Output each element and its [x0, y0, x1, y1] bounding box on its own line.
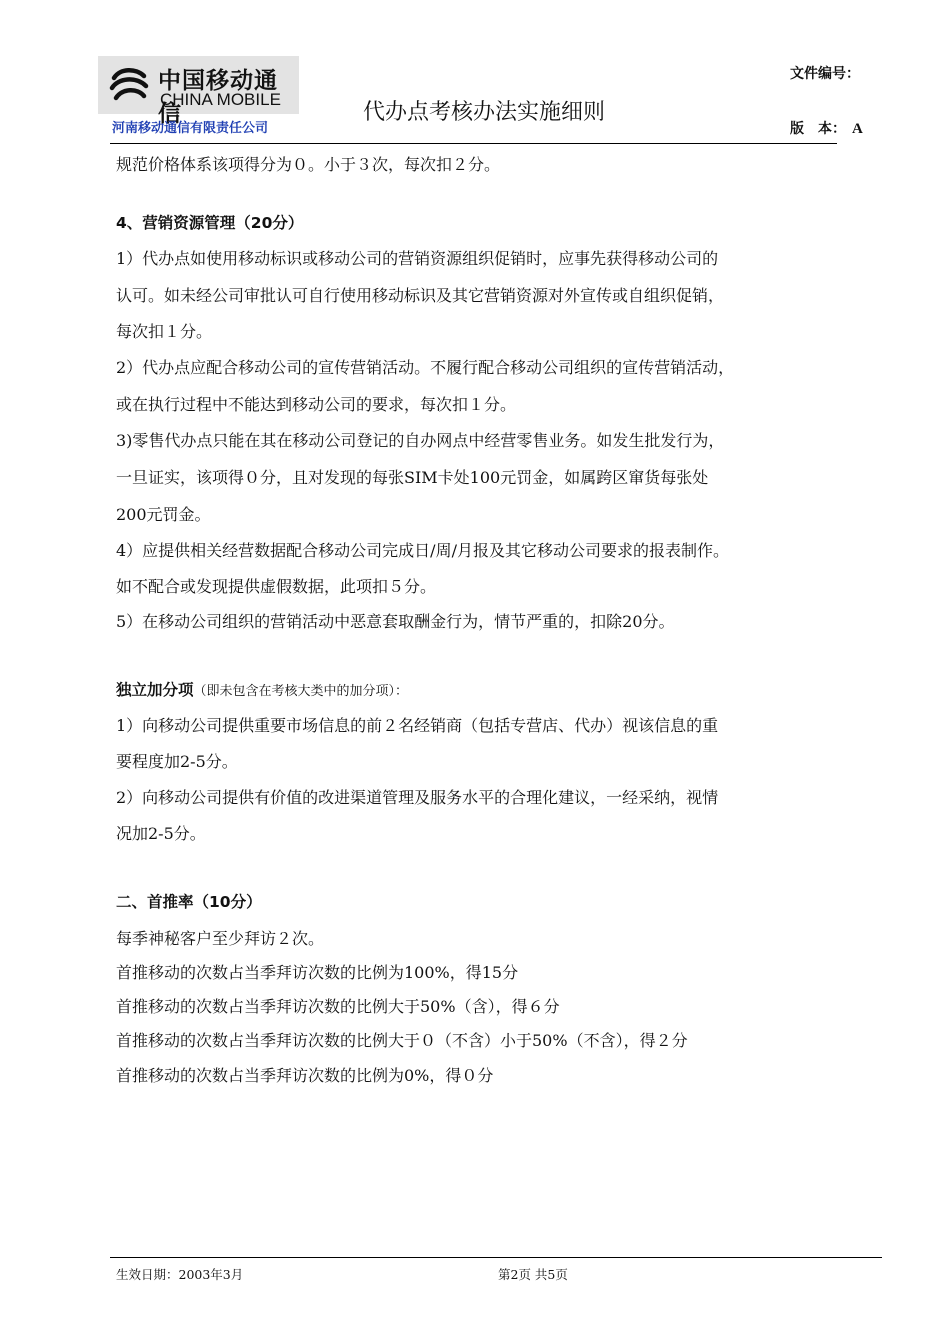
company-name: 河南移动通信有限责任公司 — [112, 121, 269, 136]
body-line: 1）代办点如使用移动标识或移动公司的营销资源组织促销时，应事先获得移动公司的 — [116, 249, 719, 268]
body-line: 1）向移动公司提供重要市场信息的前２名经销商（包括专营店、代办）视该信息的重 — [116, 716, 719, 735]
effective-date: 生效日期：2003年3月 — [116, 1267, 244, 1282]
body-line: 2）代办点应配合移动公司的宣传营销活动。不履行配合移动公司组织的宣传营销活动， — [116, 358, 735, 377]
body-line: 3)零售代办点只能在其在移动公司登记的自办网点中经营零售业务。如发生批发行为， — [116, 431, 725, 450]
version-field — [790, 118, 863, 138]
body-line: 认可。如未经公司审批认可自行使用移动标识及其它营销资源对外宣传或自组织促销， — [116, 286, 725, 305]
body-line: 况加2-5分。 — [116, 824, 206, 843]
section-heading — [116, 680, 408, 702]
body-line: 规范价格体系该项得分为０。小于３次，每次扣２分。 — [116, 155, 501, 174]
document-title: 代办点考核办法实施细则 — [363, 100, 606, 125]
version-value: A — [852, 121, 863, 137]
body-line: 首推移动的次数占当季拜访次数的比例大于50%（含），得６分 — [116, 997, 560, 1016]
body-line: 首推移动的次数占当季拜访次数的比例为100%，得15分 — [116, 963, 519, 982]
body-line: 首推移动的次数占当季拜访次数的比例为0%，得０分 — [116, 1066, 494, 1085]
body-line: 每次扣１分。 — [116, 322, 213, 341]
body-line: 每季神秘客户至少拜访２次。 — [116, 929, 325, 948]
china-mobile-logo-icon — [106, 62, 152, 108]
body-line: 如不配合或发现提供虚假数据，此项扣５分。 — [116, 577, 437, 596]
body-line: 2）向移动公司提供有价值的改进渠道管理及服务水平的合理化建议，一经采纳，视情 — [116, 788, 719, 807]
body-line: 要程度加2-5分。 — [116, 752, 238, 771]
section-heading: 二、首推率（10分） — [116, 893, 262, 911]
body-line: 首推移动的次数占当季拜访次数的比例大于０（不含）小于50%（不含），得２分 — [116, 1031, 688, 1050]
body-line: 5）在移动公司组织的营销活动中恶意套取酬金行为，情节严重的，扣除20分。 — [116, 612, 675, 631]
body-line: 200元罚金。 — [116, 505, 211, 524]
china-mobile-logo — [98, 56, 299, 127]
footer-divider — [110, 1257, 882, 1258]
bonus-heading: 独立加分项 — [116, 681, 194, 699]
section-heading: 4、营销资源管理（20分） — [116, 214, 304, 232]
page-number: 第2页 共5页 — [498, 1267, 568, 1282]
body-line: 4）应提供相关经营数据配合移动公司完成日/周/月报及其它移动公司要求的报表制作。 — [116, 541, 729, 560]
body-line: 一旦证实，该项得０分，且对发现的每张SIM卡处100元罚金，如属跨区窜货每张处 — [116, 468, 709, 487]
body-line: 或在执行过程中不能达到移动公司的要求，每次扣１分。 — [116, 395, 517, 414]
file-number-label: 文件编号： — [790, 66, 860, 82]
logo-english-name: CHINA MOBILE — [160, 90, 281, 109]
header-divider — [110, 143, 837, 144]
logo-chinese-name: 中国移动通信 — [158, 68, 278, 127]
bonus-heading-note: （即未包含在考核大类中的加分项）： — [193, 684, 409, 699]
version-label: 版 本： — [790, 121, 846, 137]
